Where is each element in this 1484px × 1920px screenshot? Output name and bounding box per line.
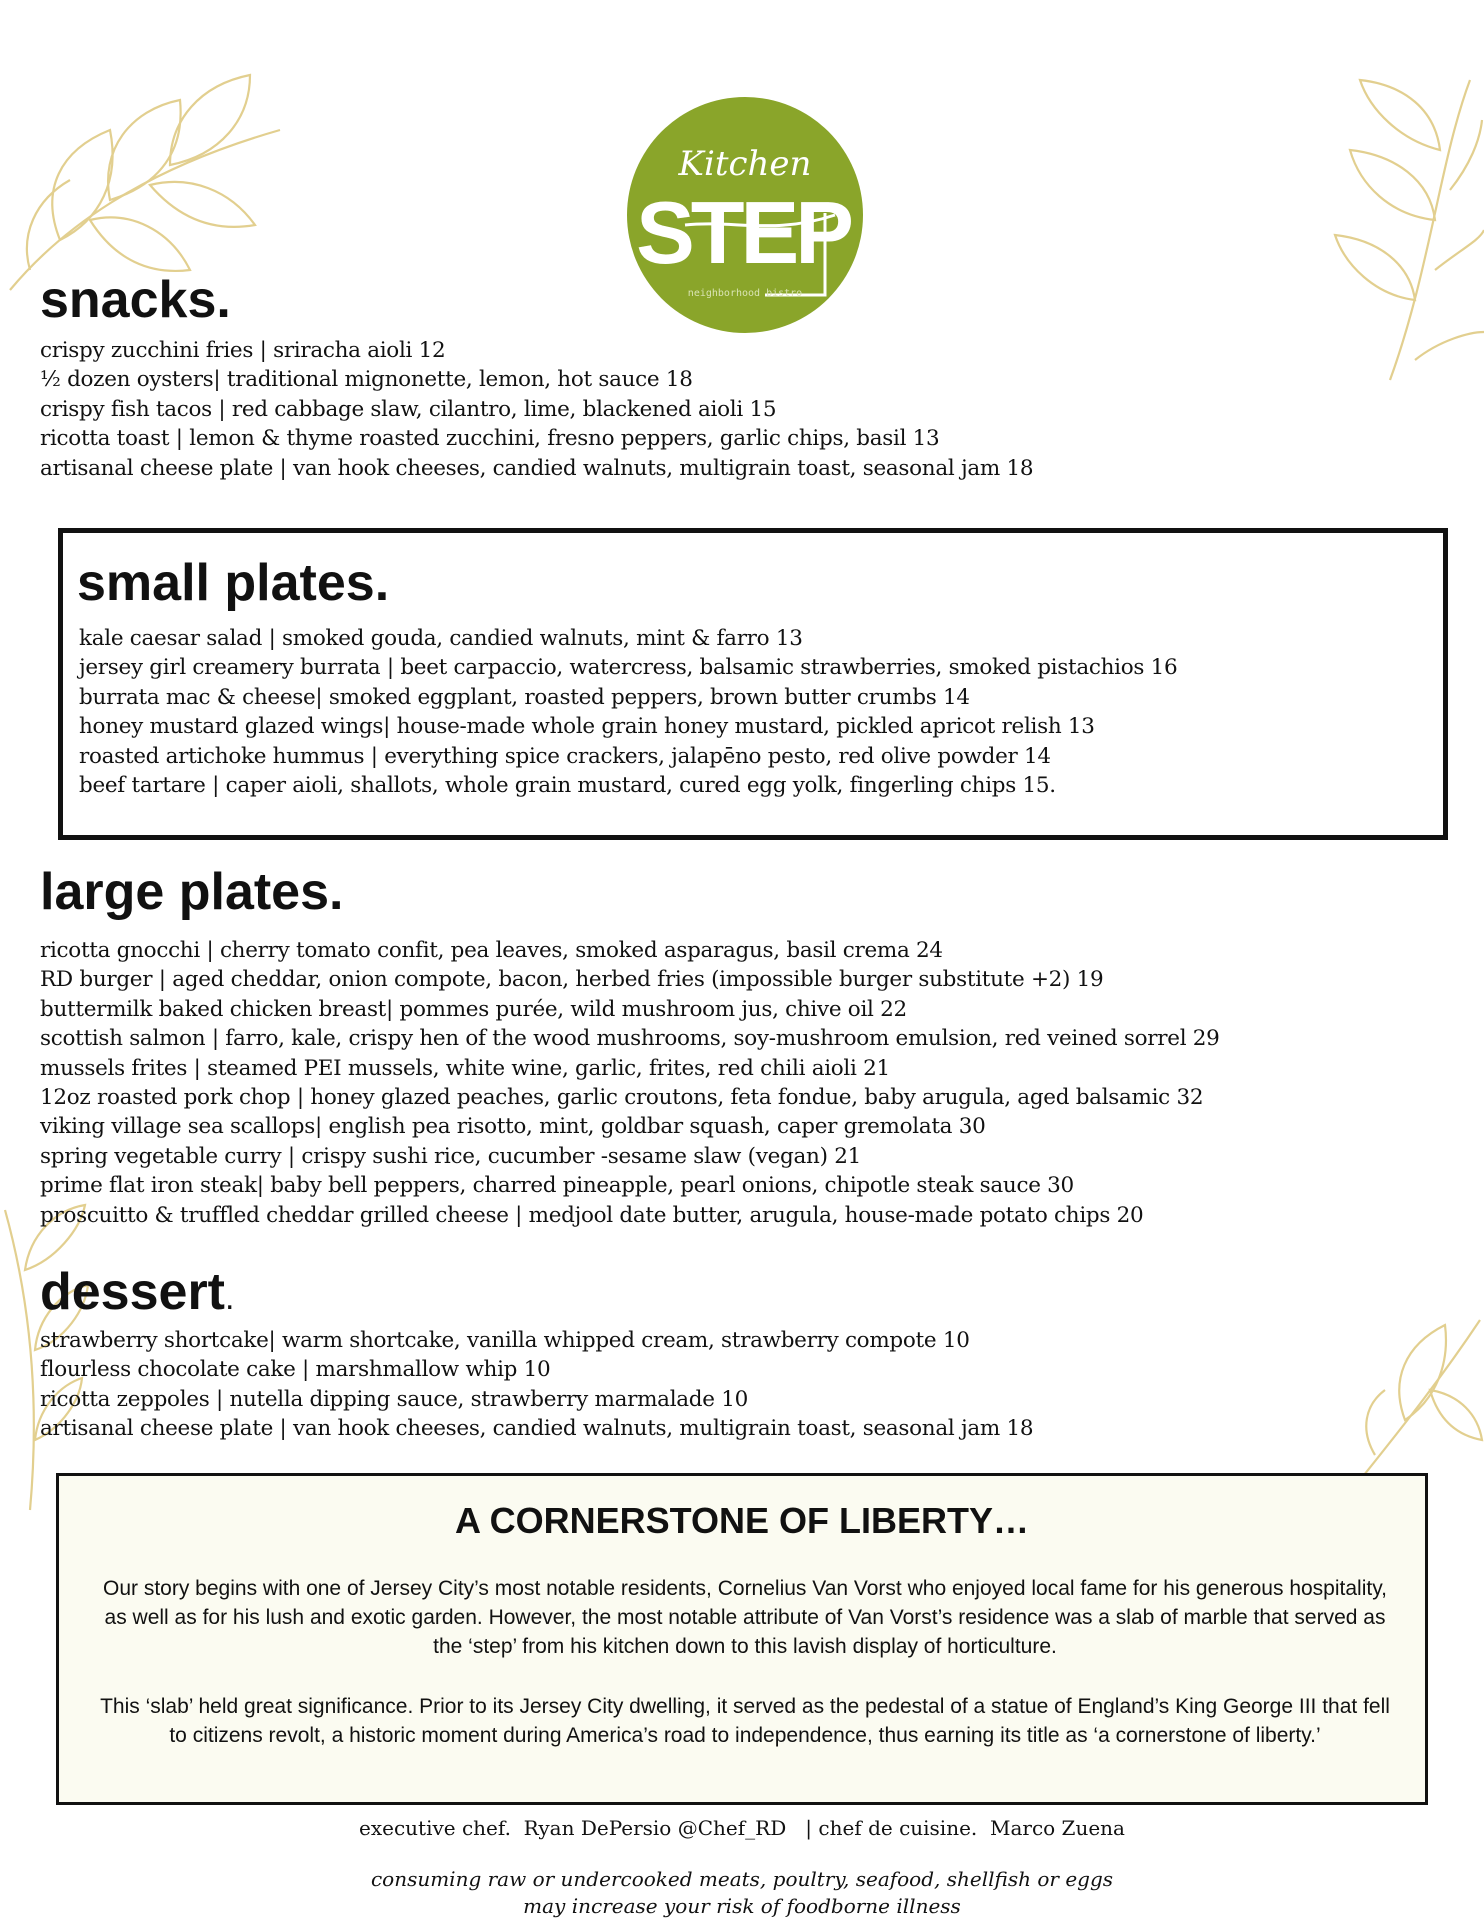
- kitchen-step-logo: [625, 95, 865, 335]
- dessert-heading-text: dessert: [40, 1263, 225, 1321]
- story-paragraph: Our story begins with one of Jersey City’s most notable residents, Cornelius Van Vorst who enjoyed local fame for his generous hospitality, as well as for his lush and exotic garden. However, the most notable attribute of Van Vorst’s residence was a slab of marble that served as the ‘step’ from his kitchen down to this lavish display of horticulture.: [103, 1577, 1387, 1658]
- menu-item: jersey girl creamery burrata | beet carpaccio, watercress, balsamic strawberries, smoked pistachios 16: [79, 655, 1178, 681]
- small-plates-heading: small plates.: [77, 554, 390, 612]
- food-safety-disclaimer: [0, 1866, 1484, 1920]
- leaf-decoration-top-left: [0, 60, 290, 300]
- menu-item: prime flat iron steak| baby bell peppers, charred pineapple, pearl onions, chipotle steak sauce 30: [40, 1173, 1074, 1199]
- story-paragraph: This ‘slab’ held great significance. Prior to its Jersey City dwelling, it served as the pedestal of a statue of England’s King George III that fell to citizens revolt, a historic moment during America’s road to independence, thus earning its title as ‘a cornerstone of liberty.’: [100, 1695, 1390, 1747]
- logo-main-text: STEP: [636, 183, 850, 282]
- menu-item: honey mustard glazed wings| house-made whole grain honey mustard, pickled apricot relish 13: [79, 714, 1095, 740]
- menu-item: ricotta zeppoles | nutella dipping sauce, strawberry marmalade 10: [40, 1386, 748, 1412]
- logo-tagline: neighborhood bistro: [687, 288, 803, 299]
- disclaimer-line: consuming raw or undercooked meats, poultry, seafood, shellfish or eggs: [370, 1867, 1114, 1891]
- menu-item: scottish salmon | farro, kale, crispy hen of the wood mushrooms, soy-mushroom emulsion, red veined sorrel 29: [40, 1026, 1220, 1052]
- menu-item: artisanal cheese plate | van hook cheeses, candied walnuts, multigrain toast, seasonal jam 18: [40, 1416, 1034, 1442]
- menu-item: crispy fish tacos | red cabbage slaw, cilantro, lime, blackened aioli 15: [40, 396, 777, 422]
- dessert-list: [40, 1326, 1033, 1444]
- chef-credits: executive chef. Ryan DePersio @Chef_RD | chef de cuisine. Marco Zuena: [359, 1816, 1125, 1840]
- disclaimer-line: may increase your risk of foodborne illness: [523, 1894, 961, 1918]
- dessert-heading: [40, 1262, 234, 1322]
- menu-item: 12oz roasted pork chop | honey glazed peaches, garlic croutons, feta fondue, baby arugula, aged balsamic 32: [40, 1085, 1204, 1111]
- menu-item: ricotta gnocchi | cherry tomato confit, pea leaves, smoked asparagus, basil crema 24: [40, 938, 943, 963]
- menu-item: strawberry shortcake| warm shortcake, vanilla whipped cream, strawberry compote 10: [40, 1328, 970, 1353]
- menu-item: ricotta toast | lemon & thyme roasted zucchini, fresno peppers, garlic chips, basil 13: [40, 426, 940, 452]
- snacks-list: [40, 336, 1033, 483]
- large-plates-list: [40, 936, 1220, 1230]
- large-plates-heading: large plates.: [40, 863, 344, 921]
- menu-item: beef tartare | caper aioli, shallots, whole grain mustard, cured egg yolk, fingerling chips 15.: [79, 773, 1056, 799]
- dessert-heading-dot: .: [225, 1279, 235, 1317]
- small-plates-list: [79, 624, 1177, 800]
- menu-item: RD burger | aged cheddar, onion compote, bacon, herbed fries (impossible burger substitute +2) 19: [40, 967, 1104, 993]
- small-plates-box: [58, 528, 1448, 840]
- menu-item: crispy zucchini fries | sriracha aioli 12: [40, 338, 446, 363]
- menu-item: flourless chocolate cake | marshmallow whip 10: [40, 1357, 551, 1383]
- leaf-decoration-right-middle: [1350, 1310, 1484, 1490]
- menu-item: viking village sea scallops| english pea risotto, mint, goldbar squash, caper gremolata 30: [40, 1114, 986, 1140]
- menu-item: ½ dozen oysters| traditional mignonette, lemon, hot sauce 18: [40, 367, 693, 393]
- leaf-decoration-top-right: [1320, 70, 1484, 390]
- menu-item: roasted artichoke hummus | everything spice crackers, jalapēno pesto, red olive powder 14: [79, 743, 1051, 769]
- story-box: [56, 1473, 1428, 1805]
- menu-item: artisanal cheese plate | van hook cheeses, candied walnuts, multigrain toast, seasonal jam 18: [40, 455, 1034, 481]
- snacks-heading: snacks.: [40, 271, 231, 329]
- story-title: A CORNERSTONE OF LIBERTY…: [454, 1500, 1030, 1541]
- menu-item: burrata mac & cheese| smoked eggplant, roasted peppers, brown butter crumbs 14: [79, 684, 970, 710]
- menu-item: spring vegetable curry | crispy sushi rice, cucumber -sesame slaw (vegan) 21: [40, 1143, 861, 1169]
- menu-item: buttermilk baked chicken breast| pommes purée, wild mushroom jus, chive oil 22: [40, 996, 907, 1022]
- menu-item: mussels frites | steamed PEI mussels, white wine, garlic, frites, red chili aioli 21: [40, 1055, 890, 1081]
- menu-item: kale caesar salad | smoked gouda, candied walnuts, mint & farro 13: [79, 626, 803, 651]
- menu-item: proscuitto & truffled cheddar grilled cheese | medjool date butter, arugula, house-made potato chips 20: [40, 1202, 1144, 1228]
- logo-script-text: Kitchen: [678, 144, 812, 184]
